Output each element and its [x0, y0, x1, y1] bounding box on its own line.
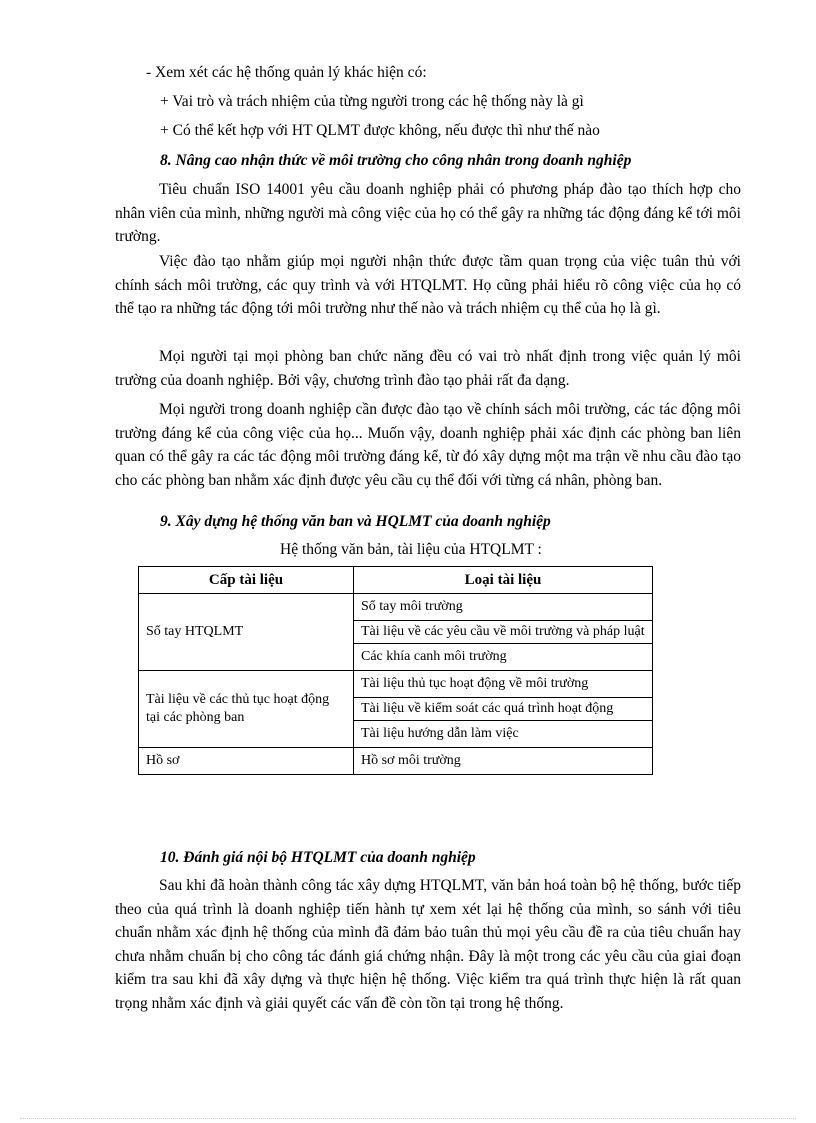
type-cell: Các khía canh môi trường: [354, 644, 653, 671]
table-caption: Hệ thống văn bản, tài liệu của HTQLMT :: [280, 541, 542, 558]
header-document-type: Loại tài liệu: [354, 567, 653, 594]
intro-line-3: + Có thể kết hợp với HT QLMT được không, nếu được thì như thế nào: [160, 122, 600, 139]
header-document-level: Cấp tài liệu: [139, 567, 354, 594]
table-header-row: [139, 567, 653, 594]
section-10-heading: 10. Đánh giá nội bộ HTQLMT của doanh nghiệp: [160, 849, 476, 866]
level-cell: Sổ tay HTQLMT: [139, 594, 354, 671]
table-row: [139, 671, 653, 698]
section-10-paragraph-1-text: Sau khi đã hoàn thành công tác xây dựng HTQLMT, văn bản hoá toàn bộ hệ thống, bước tiếp theo của quá trình là doanh nghiệp tiến hành tự xem xét lại hệ thống của mình, so sánh với tiêu chuẩn nhằm xác định hệ thống của mình đã đảm bảo tuân thủ mọi yêu cầu đề ra của tiêu chuẩn hay chưa nhằm chuẩn bị cho công tác đánh giá chứng nhận. Đây là một trong các yêu cầu của giai đoạn kiểm tra sau khi đã xây dựng và thực hiện hệ thống. Việc kiểm tra quá trình thực hiện là rất quan trọng nhằm xác định và giải quyết các vấn đề còn tồn tại trong hệ thống.: [115, 877, 741, 1012]
table-row: [139, 748, 653, 775]
section-9-heading: 9. Xây dựng hệ thống văn ban và HQLMT của doanh nghiệp: [160, 513, 551, 530]
section-8-paragraph-1: [115, 178, 741, 249]
type-cell: Tài liệu thủ tục hoạt động về môi trường: [354, 671, 653, 698]
intro-line-1: - Xem xét các hệ thống quản lý khác hiện có:: [146, 64, 427, 81]
section-8-heading: 8. Nâng cao nhận thức về môi trường cho công nhân trong doanh nghiệp: [160, 152, 632, 169]
level-cell: Tài liệu về các thủ tục hoạt động tại các phòng ban: [139, 671, 354, 748]
section-8-paragraph-2: [115, 250, 741, 321]
section-8-paragraph-3: [115, 345, 741, 392]
type-cell: Tài liệu về kiểm soát các quá trình hoạt động: [354, 698, 653, 721]
section-8-paragraph-1-text: Tiêu chuẩn ISO 14001 yêu cầu doanh nghiệp phải có phương pháp đào tạo thích hợp cho nhân viên của mình, những người mà công việc của họ có thể gây ra những tác động đáng kể tới môi trường.: [115, 181, 741, 245]
type-cell: Tài liệu về các yêu cầu về môi trường và pháp luật: [354, 621, 653, 644]
type-cell: Tài liệu hướng dẫn làm việc: [354, 721, 653, 748]
type-cell: Hồ sơ môi trường: [354, 748, 653, 775]
document-levels-table: [138, 566, 653, 775]
page-bottom-divider: [20, 1118, 796, 1119]
type-cell: Sổ tay môi trường: [354, 594, 653, 621]
section-8-paragraph-4: [115, 398, 741, 492]
section-8-paragraph-4-text: Mọi người trong doanh nghiệp cần được đào tạo về chính sách môi trường, các tác động môi trường đáng kể của công việc của họ... Muốn vậy, doanh nghiệp phải xác định các phòng ban liên quan có thể gây ra các tác động môi trường đáng kể, từ đó xây dựng một ma trận về nhu cầu đào tạo cho các phòng ban nhằm xác định được yêu cầu cụ thể đối với từng cá nhân, phòng ban.: [115, 401, 741, 489]
intro-line-2: + Vai trò và trách nhiệm của từng người trong các hệ thống này là gì: [160, 93, 584, 110]
section-10-paragraph-1: [115, 874, 741, 1015]
section-8-paragraph-3-text: Mọi người tại mọi phòng ban chức năng đều có vai trò nhất định trong việc quản lý môi trường của doanh nghiệp. Bởi vậy, chương trình đào tạo phải rất đa dạng.: [115, 348, 741, 389]
table-row: [139, 594, 653, 621]
section-8-paragraph-2-text: Việc đào tạo nhằm giúp mọi người nhận thức được tầm quan trọng của việc tuân thủ với chính sách môi trường, các quy trình và với HTQLMT. Họ cũng phải hiểu rõ công việc của họ có thể tạo ra những tác động tới môi trường như thế nào và trách nhiệm cụ thể của họ là gì.: [115, 253, 741, 317]
level-cell: Hồ sơ: [139, 748, 354, 775]
